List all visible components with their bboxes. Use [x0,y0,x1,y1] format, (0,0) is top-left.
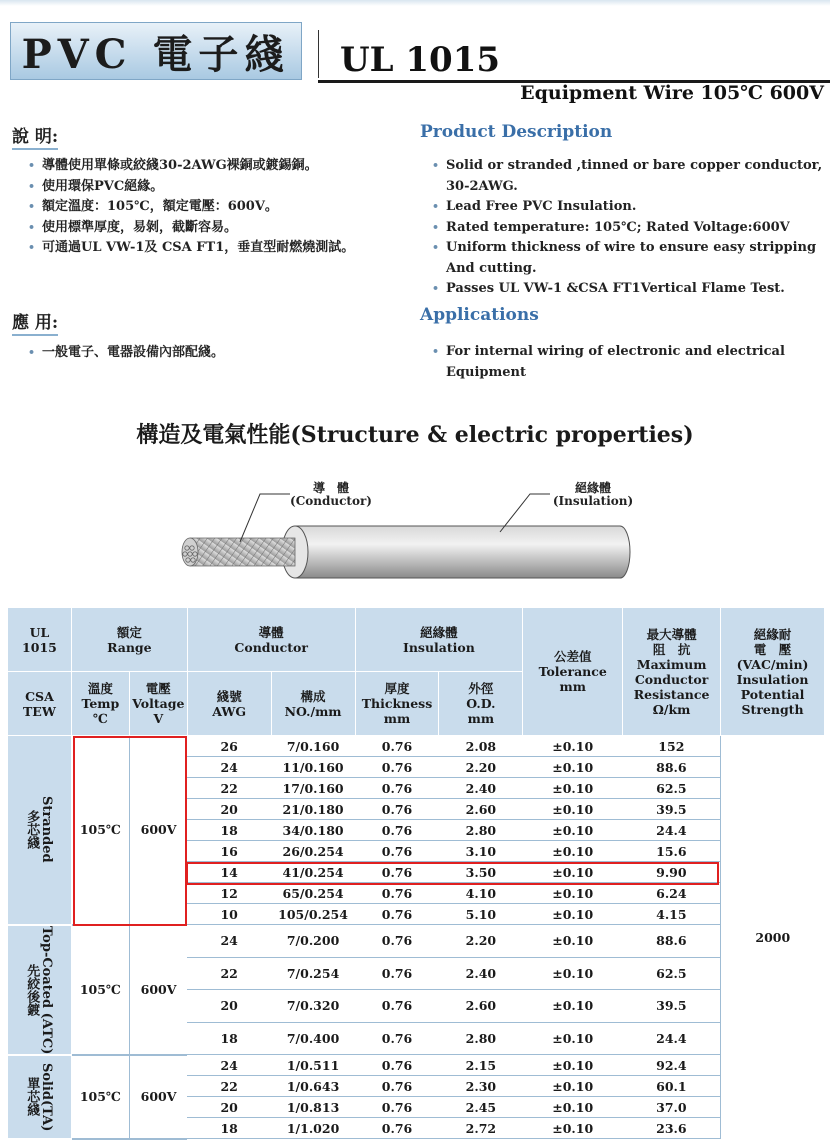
group-label [8,736,72,925]
group-temp: 105℃ [71,1055,129,1139]
description-cn-item-text: 導體使用單條或絞綫30-2AWG裸銅或鍍錫銅。 [42,158,318,173]
application-cn-list [26,343,406,364]
cell-od: 2.80 [439,1022,523,1055]
top-rule [0,0,830,6]
table-row [8,1055,825,1076]
cell-no: 7/0.254 [271,957,355,990]
bullet-icon: • [28,179,36,193]
header-temp: 溫度 Temp ℃ [71,672,129,736]
cell-awg: 10 [187,904,271,925]
header-voltage: 電壓 Voltage V [129,672,187,736]
bullet-icon: • [28,159,36,172]
description-cn-heading: 說 明: [12,122,58,150]
description-cn-item [26,197,406,218]
cell-awg: 22 [187,1076,271,1097]
group-name-cn: 先絞後鍍 [24,963,40,1016]
cell-thick: 0.76 [355,820,439,841]
cell-no: 1/0.813 [271,1097,355,1118]
conductor-label-en: (Conductor) [290,494,372,508]
group-name-en: Stranded [39,796,55,864]
description-en-heading: Product Description [420,122,613,142]
cell-tol: ±0.10 [523,736,623,757]
description-cn-item [26,177,406,198]
cell-res: 88.6 [623,925,721,958]
spec-table [7,607,825,1140]
group-name-en: Top-Coated (ATC) [39,925,55,1054]
description-en-item [430,279,825,300]
insulation-label-cn: 絕緣體 [574,481,611,495]
application-en-item [430,342,825,383]
group-voltage: 600V [129,925,187,1055]
cell-thick: 0.76 [355,862,439,883]
cell-awg: 24 [187,1055,271,1076]
cell-od: 3.50 [439,862,523,883]
page-title: PVC 電子綫 [21,30,291,78]
description-cn-item [26,156,406,177]
cell-tol: ±0.10 [523,1118,623,1139]
cell-od: 2.08 [439,736,523,757]
group-label [8,1055,72,1139]
cell-od: 2.20 [439,757,523,778]
cell-res: 92.4 [623,1055,721,1076]
cell-awg: 26 [187,736,271,757]
bullet-icon: • [432,159,440,172]
bullet-icon: • [432,345,440,358]
description-cn-item [26,218,406,239]
cell-tol: ±0.10 [523,799,623,820]
cell-tol: ±0.10 [523,990,623,1023]
group-temp: 105℃ [71,925,129,1055]
cell-res: 62.5 [623,778,721,799]
description-en-item-text: Lead Free PVC Insulation. [446,199,637,214]
cell-thick: 0.76 [355,957,439,990]
bullet-icon: • [28,346,36,359]
cell-awg: 20 [187,1097,271,1118]
cell-no: 34/0.180 [271,820,355,841]
cell-tol: ±0.10 [523,778,623,799]
cell-awg: 24 [187,757,271,778]
cell-tol: ±0.10 [523,1097,623,1118]
description-en-item-text: Passes UL VW-1 &CSA FT1Vertical Flame Test. [446,281,785,296]
bullet-icon: • [28,220,36,234]
cell-od: 4.10 [439,883,523,904]
description-en-item-text: Solid or stranded ,tinned or bare copper conductor, 30-2AWG. [446,158,823,194]
cell-od: 2.60 [439,990,523,1023]
cell-tol: ±0.10 [523,904,623,925]
header-tolerance: 公差值 Tolerance mm [523,608,623,736]
cell-awg: 18 [187,1022,271,1055]
bullet-icon: • [28,200,36,213]
cell-thick: 0.76 [355,799,439,820]
cell-thick: 0.76 [355,736,439,757]
cell-no: 21/0.180 [271,799,355,820]
title-banner [10,22,302,80]
description-en-item [430,218,825,239]
group-temp: 105℃ [71,736,129,925]
cell-thick: 0.76 [355,883,439,904]
cell-res: 9.90 [623,862,721,883]
conductor-label-cn: 導 體 [312,481,349,495]
cell-res: 15.6 [623,841,721,862]
cell-res: 4.15 [623,904,721,925]
cell-tol: ±0.10 [523,862,623,883]
cell-tol: ±0.10 [523,1022,623,1055]
header-resistance: 最大導體 阻 抗 Maximum Conductor Resistance Ω/km [623,608,721,736]
cell-no: 105/0.254 [271,904,355,925]
header-no-mm: 構成 NO./mm [271,672,355,736]
cell-tol: ±0.10 [523,1055,623,1076]
application-en-list [430,342,825,383]
cell-od: 2.30 [439,1076,523,1097]
application-en-heading: Applications [420,305,539,325]
cell-od: 2.40 [439,778,523,799]
description-cn-item-text: 使用環保PVC絕緣。 [42,178,164,194]
cell-no: 65/0.254 [271,883,355,904]
description-cn-list [26,156,406,259]
cell-res: 23.6 [623,1118,721,1139]
cell-thick: 0.76 [355,1022,439,1055]
bullet-icon: • [432,241,440,254]
cell-thick: 0.76 [355,1055,439,1076]
model-title: UL 1015 [340,40,501,80]
cell-res: 24.4 [623,1022,721,1055]
cell-tol: ±0.10 [523,957,623,990]
cell-no: 7/0.200 [271,925,355,958]
cell-od: 2.60 [439,799,523,820]
bullet-icon: • [432,200,440,213]
cell-od: 2.45 [439,1097,523,1118]
cell-tol: ±0.10 [523,820,623,841]
header-insulation: 絕緣體 Insulation [355,608,523,672]
cell-res: 60.1 [623,1076,721,1097]
cell-awg: 20 [187,990,271,1023]
bullet-icon: • [432,282,440,295]
cell-no: 17/0.160 [271,778,355,799]
cell-tol: ±0.10 [523,841,623,862]
header-conductor: 導體 Conductor [187,608,355,672]
cell-od: 2.40 [439,957,523,990]
header-ul-model: UL 1015 [8,608,72,672]
cell-od: 2.72 [439,1118,523,1139]
header-awg: 綫號 AWG [187,672,271,736]
cell-tol: ±0.10 [523,1076,623,1097]
description-en-item [430,238,825,279]
cell-thick: 0.76 [355,1097,439,1118]
application-cn-item-text: 一般電子、電器設備內部配綫。 [42,345,225,360]
header-strength: 絕緣耐 電 壓 (VAC/min) Insulation Potential Strength [721,608,825,736]
description-en-item-text: Uniform thickness of wire to ensure easy stripping And cutting. [446,240,817,276]
cell-res: 62.5 [623,957,721,990]
cell-thick: 0.76 [355,841,439,862]
header-range: 額定 Range [71,608,187,672]
header-od: 外徑 O.D. mm [439,672,523,736]
cell-no: 7/0.400 [271,1022,355,1055]
header-csa-model: CSA TEW [8,672,72,736]
cell-no: 1/0.643 [271,1076,355,1097]
cell-awg: 14 [187,862,271,883]
header-thickness: 厚度 Thickness mm [355,672,439,736]
cell-od: 2.20 [439,925,523,958]
bullet-icon: • [432,220,440,234]
cell-thick: 0.76 [355,925,439,958]
description-cn-item-text: 使用標準厚度，易剝，截斷容易。 [42,219,238,235]
cell-od: 2.80 [439,820,523,841]
application-cn-heading: 應 用: [12,308,58,336]
cell-thick: 0.76 [355,990,439,1023]
cell-od: 3.10 [439,841,523,862]
application-en-item-text: For internal wiring of electronic and electrical Equipment [446,344,785,380]
description-en-list [430,156,825,300]
cell-thick: 0.76 [355,1118,439,1139]
insulation-label-en: (Insulation) [552,494,634,508]
equipment-subtitle: Equipment Wire 105℃ 600V [520,82,824,104]
cell-awg: 12 [187,883,271,904]
bullet-icon: • [28,241,36,254]
conductor-label [286,482,376,508]
cell-no: 7/0.320 [271,990,355,1023]
structure-title: 構造及電氣性能(Structure & electric properties) [136,422,694,448]
cell-tol: ±0.10 [523,883,623,904]
group-name-cn: 單芯綫 [24,1077,40,1117]
cell-no: 41/0.254 [271,862,355,883]
insulation-label [548,482,638,508]
cell-awg: 24 [187,925,271,958]
cell-awg: 18 [187,820,271,841]
title-separator [318,30,319,78]
cell-awg: 16 [187,841,271,862]
group-name-cn: 多芯綫 [24,810,40,850]
description-en-item [430,197,825,218]
cell-no: 11/0.160 [271,757,355,778]
cell-res: 37.0 [623,1097,721,1118]
cell-res: 88.6 [623,757,721,778]
table-row [8,925,825,958]
cell-res: 24.4 [623,820,721,841]
cell-no: 7/0.160 [271,736,355,757]
cell-res: 152 [623,736,721,757]
application-cn-item [26,343,406,364]
cell-res: 6.24 [623,883,721,904]
cell-thick: 0.76 [355,904,439,925]
insulation-strength-value: 2000 [721,736,825,1139]
description-cn-item-text: 可通過UL VW-1及 CSA FT1，垂直型耐燃燒測試。 [42,240,355,255]
cell-thick: 0.76 [355,778,439,799]
group-label [8,925,72,1055]
cell-no: 1/1.020 [271,1118,355,1139]
description-cn-item [26,238,406,259]
cell-tol: ±0.10 [523,757,623,778]
cell-res: 39.5 [623,799,721,820]
description-cn-item-text: 額定溫度：105℃，額定電壓：600V。 [42,199,278,214]
cell-awg: 20 [187,799,271,820]
cell-awg: 18 [187,1118,271,1139]
group-voltage: 600V [129,1055,187,1139]
cell-od: 5.10 [439,904,523,925]
description-en-item [430,156,825,197]
group-name-en: Solid(TA) [39,1062,55,1132]
cell-awg: 22 [187,957,271,990]
cell-res: 39.5 [623,990,721,1023]
cell-awg: 22 [187,778,271,799]
table-row [8,736,825,757]
cell-no: 1/0.511 [271,1055,355,1076]
cell-thick: 0.76 [355,757,439,778]
description-en-item-text: Rated temperature: 105℃; Rated Voltage:600V [446,219,790,235]
cell-thick: 0.76 [355,1076,439,1097]
group-voltage: 600V [129,736,187,925]
cell-od: 2.15 [439,1055,523,1076]
cell-no: 26/0.254 [271,841,355,862]
cell-tol: ±0.10 [523,925,623,958]
